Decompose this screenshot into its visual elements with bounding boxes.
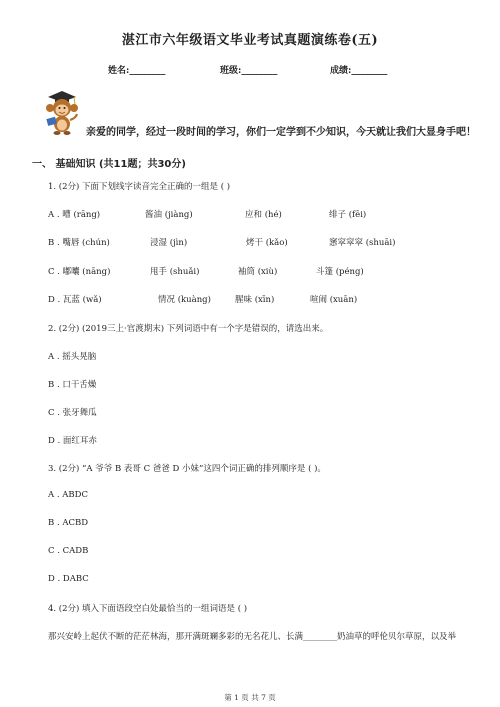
- option-text: 喧闹 (xuān): [310, 295, 358, 305]
- option-text: B . 嘴唇 (chún): [48, 238, 110, 248]
- option-text: C . 嘟囔 (nāng): [48, 267, 111, 277]
- option-text: 酱油 (jiàng): [145, 210, 193, 220]
- option-text: 袖筒 (xiù): [238, 267, 278, 277]
- option-text: 绯子 (fēi): [329, 210, 367, 220]
- option-text: 烤干 (kǎo): [246, 238, 288, 248]
- section-heading: 一、 基础知识 (共11题；共30分): [32, 159, 186, 170]
- name-field-label: 姓名:________: [108, 66, 166, 76]
- option-text: 腥味 (xīn): [235, 295, 275, 305]
- option-text: 情况 (kuàng): [158, 295, 211, 305]
- option-text: 斗篷 (péng): [316, 267, 364, 277]
- question-3-option-b: B . ACBD: [48, 518, 89, 528]
- question-3-stem: 3. (2分) “A 爷爷 B 表哥 C 爸爸 D 小妹”这四个词正确的排列顺序是 ( )。: [48, 464, 326, 474]
- page-title: 湛江市六年级语文毕业考试真题演练卷(五): [121, 33, 379, 48]
- option-text: 应和 (hé): [245, 210, 282, 220]
- question-2-option-c: C . 张牙舞瓜: [48, 408, 97, 418]
- question-4-stem: 4. (2分) 填入下面语段空白处最恰当的一组词语是 ( ): [48, 604, 248, 614]
- question-3-option-a: A . ABDC: [48, 490, 88, 500]
- question-2-option-a: A . 摇头晃脑: [48, 352, 97, 362]
- question-3-option-d: D . DABC: [48, 574, 89, 584]
- option-text: 甩手 (shuǎi): [150, 267, 200, 277]
- class-field-label: 班级:________: [220, 66, 278, 76]
- option-text: 窸窣窣窣 (shuāi): [329, 238, 396, 248]
- option-text: 浸湿 (jìn): [150, 238, 188, 248]
- question-2-stem: 2. (2分) (2019三上·官渡期末) 下列词语中有一个字是错误的，请选出来。: [48, 324, 329, 334]
- question-1-stem: 1. (2分) 下面下划线字读音完全正确的一组是 ( ): [48, 182, 231, 192]
- question-2-option-d: D . 面红耳赤: [48, 436, 97, 446]
- question-2-option-b: B . 口干舌燥: [48, 380, 97, 390]
- page-footer: 第 1 页 共 7 页: [224, 693, 276, 702]
- greeting-text: 亲爱的同学，经过一段时间的学习，你们一定学到不少知识，今天就让我们大显身手吧！: [86, 127, 476, 138]
- option-text: D . 瓦蓝 (wǎ): [48, 295, 102, 305]
- option-text: A . 嘈 (rāng): [48, 210, 101, 220]
- monkey-mascot-icon: [36, 88, 82, 136]
- question-4-passage: 那兴安岭上起伏不断的茫茫林海，那开满斑斓多彩的无名花儿、长满________奶油草的呼伦贝尔草原，以及举: [48, 632, 457, 642]
- question-3-option-c: C . CADB: [48, 546, 89, 556]
- score-field-label: 成绩:________: [330, 66, 388, 76]
